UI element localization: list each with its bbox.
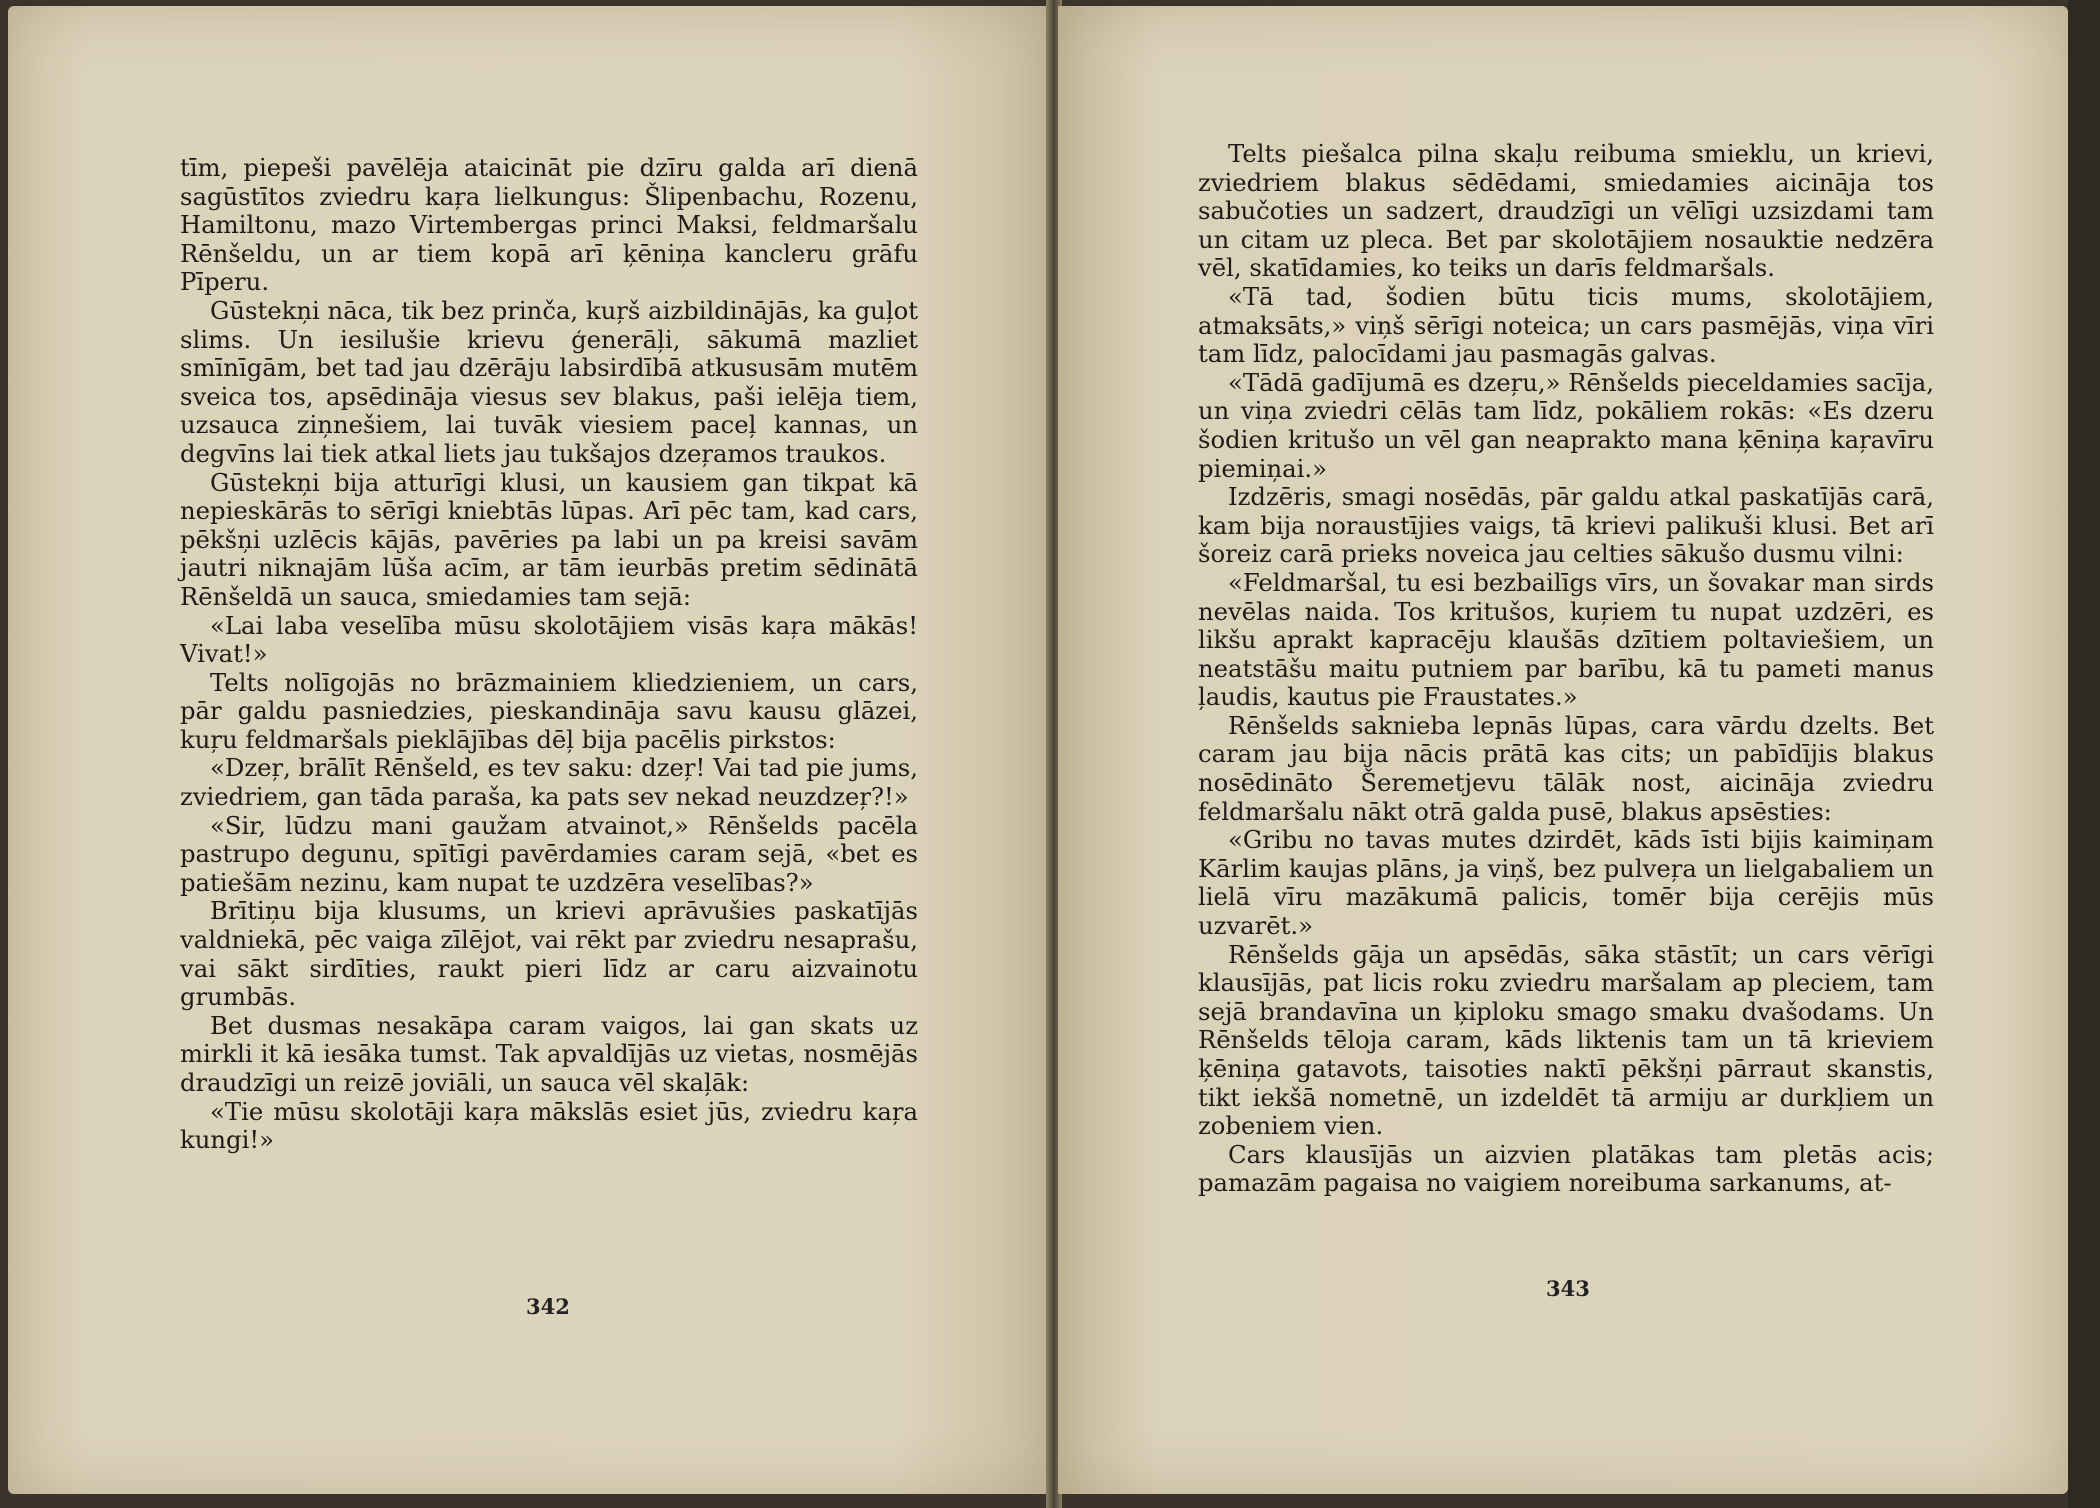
- paragraph: «Tā tad, šodien būtu ticis mums, skolotājiem, atmaksāts,» viņš sērīgi noteica; un cars pasmējās, viņa vīri tam līdz, palocīdami jau pasmagās galvas.: [1198, 281, 1934, 369]
- paragraph: «Tie mūsu skolotāji kaŗa mākslās esiet jūs, zviedru kaŗa kungi!»: [180, 1096, 918, 1155]
- left-page-text: [180, 154, 918, 1155]
- paragraph: tīm, piepeši pavēlēja ataicināt pie dzīru galda arī dienā sagūstītos zviedru kaŗa lielkungus: Šlipenbachu, Rozenu, Hamiltonu, mazo Virtembergas princi Maksi, feldmaršalu Rēnšeldu, un ar tiem kopā arī ķēniņa kancleru grāfu Pīperu.: [180, 153, 918, 297]
- paragraph: Brītiņu bija klusums, un krievi aprāvušies paskatījās valdniekā, pēc vaiga zīlējot, vai rēkt par zviedru nesaprašu, vai sākt sirdīties, raukt pieri līdz ar caru aizvainotu grumbās.: [180, 896, 918, 1012]
- paragraph: «Lai laba veselība mūsu skolotājiem visās kaŗa mākās! Vivat!»: [180, 610, 918, 669]
- right-page: [1058, 6, 2068, 1494]
- paragraph: «Sir, lūdzu mani gaužam atvainot,» Rēnšelds pacēla pastrupo degunu, spītīgi pavērdamies caram sejā, «bet es patiešām nezinu, kam nupat te uzdzēra veselības?»: [180, 810, 918, 897]
- paragraph: Rēnšelds saknieba lepnās lūpas, cara vārdu dzelts. Bet caram jau bija nācis prātā kas cits; un pabīdījis blakus nosēdināto Šeremetjevu tālāk nost, aicināja zviedru feldmaršalu nākt otrā galda pusē, blakus apsēsties:: [1198, 710, 1934, 826]
- paragraph: Izdzēris, smagi nosēdās, pār galdu atkal paskatījās carā, kam bija noraustījies vaigs, tā krievi palikuši klusi. Bet arī šoreiz carā prieks noveica jau celties sākušo dusmu vilni:: [1198, 482, 1934, 569]
- paragraph: Gūstekņi bija atturīgi klusi, un kausiem gan tikpat kā nepieskārās to sērīgi kniebtās lūpas. Arī pēc tam, kad cars, pēkšņi uzlēcis kājās, pavēries pa labi un pa kreisi savām jautri niknajām lūša acīm, ar tām ieurbās pretim sēdinātā Rēnšeldā un sauca, smiedamies tam sejā:: [180, 467, 918, 611]
- paragraph: «Gribu no tavas mutes dzirdēt, kāds īsti bijis kaimiņam Kārlim kaujas plāns, ja viņš, bez pulveŗa un lielgabaliem un lielā vīru mazākumā palicis, tomēr bija cerējis mūs uzvarēt.»: [1198, 825, 1934, 941]
- paragraph: «Tādā gadījumā es dzeŗu,» Rēnšelds pieceldamies sacīja, un viņa zviedri cēlās tam līdz, pokāliem rokās: «Es dzeru šodien kritušo un vēl gan neaprakto mana ķēniņa kaŗavīru piemiņai.»: [1198, 367, 1934, 483]
- paragraph: Telts nolīgojās no brāzmainiem kliedzieniem, un cars, pār galdu pasniedzies, pieskandināja savu kausu glāzei, kuŗu feldmaršals pieklājības dēļ bija pacēlis pirkstos:: [180, 667, 918, 754]
- book-cover-edge: [2068, 0, 2100, 1508]
- paragraph: «Feldmaršal, tu esi bezbailīgs vīrs, un šovakar man sirds nevēlas naida. Tos kritušos, kuŗiem tu nupat uzdzēri, es likšu aprakt kapracēju klaušās dzītiem poltaviešiem, un neatstāšu maitu putniem par barību, kā tu pameti manus ļaudis, kautus pie Fraustates.»: [1198, 567, 1934, 712]
- right-page-text: [1198, 140, 1934, 1198]
- paragraph: Rēnšelds gāja un apsēdās, sāka stāstīt; un cars vērīgi klausījās, pat licis roku zviedru maršalam ap pleciem, tam sejā brandavīna un ķiploku smago smaku dvašodams. Un Rēnšelds tēloja caram, kāds liktenis tam un tā krieviem ķēniņa gatavots, taisoties naktī pēkšņi pārraut skanstis, tikt iekšā nometnē, un izdeldēt tā armiju ar durkļiem un zobeniem vien.: [1198, 939, 1934, 1141]
- paragraph: Bet dusmas nesakāpa caram vaigos, lai gan skats uz mirkli it kā iesāka tumst. Tak apvaldījās uz vietas, nosmējās draudzīgi un reizē joviāli, un sauca vēl skaļāk:: [180, 1010, 918, 1097]
- paragraph: «Dzeŗ, brālīt Rēnšeld, es tev saku: dzeŗ! Vai tad pie jums, zviedriem, gan tāda paraša, ka pats sev nekad neuzdzeŗ?!»: [180, 753, 918, 812]
- paragraph: Gūstekņi nāca, tik bez prinča, kuŗš aizbildinājās, ka guļot slims. Un iesilušie krievu ģenerāļi, sākumā mazliet smīnīgām, bet tad jau dzērāju labsirdībā atkususām mutēm sveica tos, apsēdināja viesus sev blakus, paši ielēja tiem, uzsauca ziņnešiem, lai tuvāk viesiem paceļ kannas, un degvīns lai tiek atkal liets jau tukšajos dzeŗamos traukos.: [180, 295, 918, 468]
- paragraph: Telts piešalca pilna skaļu reibuma smieklu, un krievi, zviedriem blakus sēdēdami, smiedamies aicināja tos sabučoties un sadzert, draudzīgi un vēlīgi uzsizdami tam un citam uz pleca. Bet par skolotājiem nosauktie nedzēra vēl, skatīdamies, ko teiks un darīs feldmaršals.: [1198, 139, 1934, 283]
- paragraph: Cars klausījās un aizvien platākas tam pletās acis; pamazām pagaisa no vaigiem noreibuma sarkanums, at-: [1198, 1139, 1934, 1198]
- page-number: 343: [1546, 1276, 1590, 1301]
- page-number: 342: [526, 1294, 570, 1319]
- left-page: [8, 6, 1050, 1494]
